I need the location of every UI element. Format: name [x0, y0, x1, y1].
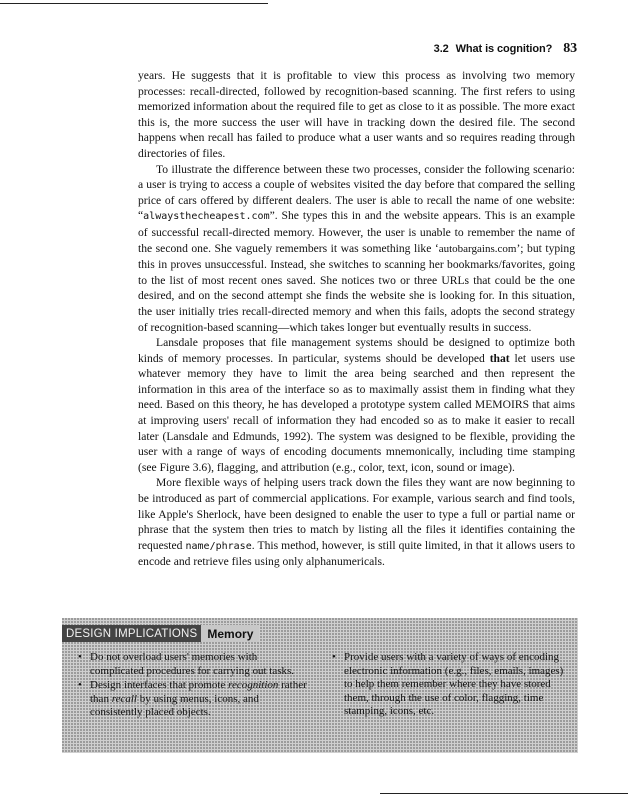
url-autobargains: autobargains.com [438, 242, 517, 255]
name-phrase-term: name/phrase [185, 540, 252, 552]
body-text [138, 68, 575, 570]
list-item [332, 651, 568, 719]
paragraph-flexible-search [138, 475, 575, 570]
bullet-icon: • [78, 679, 82, 691]
scenario-text-end: ’; but typing this in proves unsuccessful. Instead, she switches to scanning her bookmarks/favorites, going to the list of most recent ones saved. She notices two or three URLs that could be the one desired, and on the second attempt she finds the website she is looking for. In this situation, the user initially tries recall-directed memory and when this fails, adopts the second strategy of recognition-based scanning—which takes longer but eventually results in success. [138, 241, 575, 334]
list-item-text-start: Design interfaces that promote [90, 679, 229, 691]
top-rule [0, 3, 268, 4]
design-implications-box [62, 618, 578, 753]
design-implications-label: DESIGN IMPLICATIONS [62, 625, 201, 642]
section-number: 3.2 [433, 43, 449, 55]
list-item-emphasis-recall: recall [111, 692, 137, 705]
paragraph-recall-processes: years. He suggests that it is profitable to view this process as involving two memory processes: recall-directed, followed by recognition-based scanning. The first refers to using memorized information about the required file to get as close to it as possible. The more exact this is, the more success the user will have in tracking down the desired file. The second happens when recall has failed to produce what a user wants and so requires reading through directories of files. [138, 69, 575, 160]
scenario-text-start: To illustrate the difference between these two processes, consider the following scenario: a user is trying to access a couple of websites visited the day before that compared the selling price of cars offered by different dealers. The user is able to recall the name of one website: “ [138, 162, 575, 223]
list-item-text-middle: rather than [90, 679, 307, 705]
list-item [78, 679, 310, 720]
search-text-end: . This method, however, is still quite limited, in that it allows users to encode and retrieve files using only alphanumericals. [138, 538, 575, 569]
bullet-icon: • [78, 651, 82, 663]
section-title: What is cognition? [455, 43, 553, 55]
running-head [434, 41, 577, 57]
list-item-emphasis-recognition: recognition [228, 679, 279, 691]
design-implications-right-list [332, 651, 568, 720]
lansdale-text-start: Lansdale proposes that file management systems should be designed to optimize both kinds of memory processes. In particular, systems should be developed [138, 336, 575, 365]
lansdale-text-end: let users use whatever memory they have to limit the area being searched and then represent the information in this area of the interface so as to maximally assist them in finding what they need. Based on this theory, he has developed a prototype system called MEMOIRS that aims at improving users' recall of information they had encoded so as to make it easier to recall later (Lansdale and Edmunds, 1992). The system was designed to be flexible, providing the user with a range of ways of encoding documents mnemonically, including time stamping (see Figure 3.6), flagging, and attribution (e.g., color, text, icon, sound or image). [138, 351, 575, 474]
design-implications-left-list [78, 651, 310, 721]
url-cheapest: alwaysthecheapest.com [143, 211, 270, 223]
list-item-text-end: by using menus, icons, and consistently placed objects. [90, 692, 259, 718]
scenario-text-middle: ”. She types this in and the website appears. This is an example of successful recall-directed memory. However, the user is unable to remember the name of the second one. She vaguely remembers it was something like ‘ [138, 209, 575, 255]
paragraph-website-scenario [138, 162, 575, 336]
lansdale-bold-word: that [489, 351, 510, 365]
list-item-text: Do not overload users' memories with complicated procedures for carrying out tasks. [90, 651, 295, 677]
search-text-start: More flexible ways of helping users track down the files they want are now beginning to be introduced as part of commercial applications. For example, various search and find tools, like Apple's Sherlock, have been designed to enable the user to type a full or partial name or phrase that the system then tries to match by listing all the files it identifies containing the requested [138, 476, 575, 552]
bottom-rule [380, 793, 628, 794]
design-implications-header [62, 625, 259, 642]
list-item-text: Provide users with a variety of ways of encoding electronic information (e.g., files, emails, images) to help them remember where they have stored them, through the use of color, flagging, time stamping, icons, etc. [344, 651, 564, 717]
page-number: 83 [563, 41, 577, 56]
paragraph-lansdale [138, 335, 575, 475]
bullet-icon: • [332, 651, 336, 663]
design-implications-topic: Memory [201, 625, 259, 642]
list-item [78, 651, 310, 678]
